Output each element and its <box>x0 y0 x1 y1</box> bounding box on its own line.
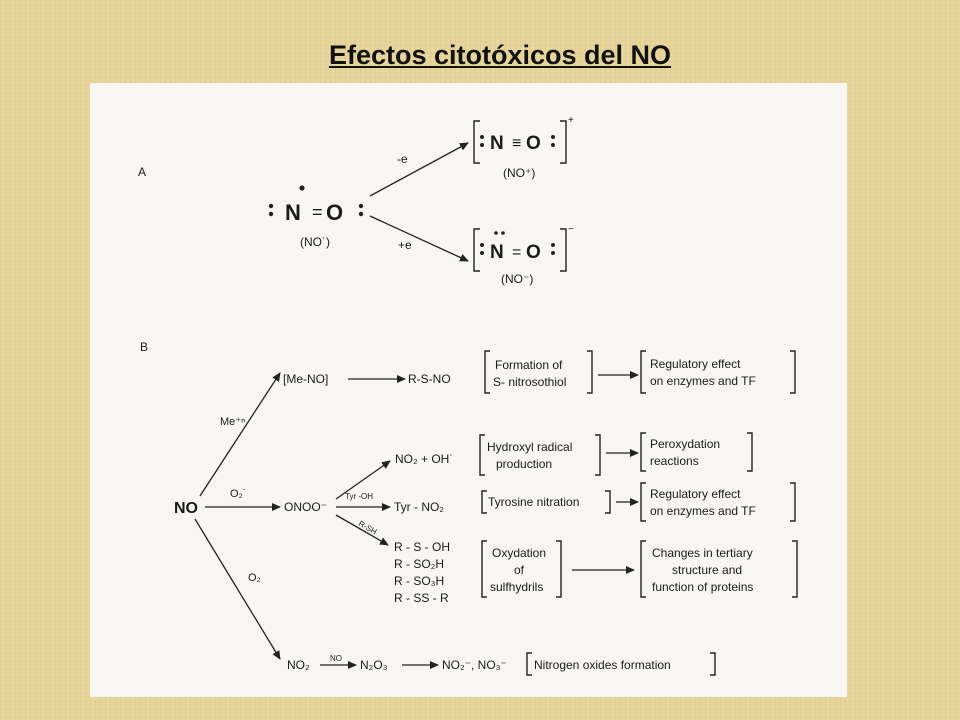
nitrotyrosine-product: Tyr - NO₂ <box>394 500 444 514</box>
lone-pair-dot <box>269 212 273 216</box>
metal-route-arrow-label: Me⁺ⁿ <box>220 416 246 428</box>
oxygen-atom: O <box>526 133 541 154</box>
bracket-right <box>747 433 752 471</box>
hydroxyl-process-box <box>480 435 600 475</box>
effect-line: Regulatory effect <box>650 357 741 371</box>
bracket-right <box>710 653 715 675</box>
bracket-right <box>790 483 795 521</box>
panel-a-label: A <box>138 165 147 179</box>
bracket-left <box>641 351 646 393</box>
bond-symbol: = <box>312 202 323 222</box>
effect-line: Changes in tertiary <box>652 546 753 560</box>
effect-line: Regulatory effect <box>650 487 741 501</box>
species-label: (NO⁻) <box>501 272 534 286</box>
bracket-left <box>485 351 490 393</box>
oxygen-atom: O <box>326 200 344 225</box>
nitrogen-atom: N <box>490 242 504 263</box>
lone-pair-dot <box>359 204 363 208</box>
nitrogen-dioxide: NO₂ <box>287 658 310 672</box>
lone-pair-dot <box>551 251 555 255</box>
process-line: sulfhydrils <box>490 580 544 594</box>
process-line: Formation of <box>495 358 563 372</box>
lone-pair-dot <box>551 143 555 147</box>
regulatory-effect-box <box>641 351 795 393</box>
oxidation-arrow <box>370 143 468 196</box>
hydroxyl-product: NO₂ + OH˙ <box>395 452 454 466</box>
oxygen-route-arrow <box>195 519 280 659</box>
nitrosonium-structure <box>474 115 574 180</box>
bond-symbol: ≡ <box>512 135 522 152</box>
bracket-left <box>527 653 532 675</box>
lone-pair-dot <box>494 231 498 235</box>
nitrosothiol-process-box <box>485 351 592 393</box>
bond-symbol: = <box>512 244 522 261</box>
thiol-product: R - S - OH <box>394 540 450 554</box>
oxidation-arrow-label: -e <box>397 152 408 166</box>
effect-line: Peroxydation <box>650 437 721 451</box>
regulatory-effect-box <box>641 483 795 521</box>
no-radical-structure <box>269 185 363 249</box>
nitrogen-oxides-box <box>527 653 715 675</box>
species-label: (NO˙) <box>300 235 330 249</box>
protein-structure-effect-box <box>641 541 797 597</box>
charge-sign: − <box>568 224 574 235</box>
superoxide-route-arrow-label: O₂˙ <box>230 488 247 500</box>
process-line: of <box>514 563 525 577</box>
bracket-right <box>595 435 600 475</box>
nitrogen-atom: N <box>490 133 504 154</box>
bracket-right <box>560 121 566 163</box>
unpaired-electron-dot <box>299 185 304 190</box>
process-line: Nitrogen oxides formation <box>534 658 671 672</box>
lone-pair-dot <box>501 231 505 235</box>
source-no: NO <box>174 500 198 517</box>
process-line: S- nitrosothiol <box>493 375 567 389</box>
process-line: Tyrosine nitration <box>488 495 580 509</box>
thiol-product: R - SO₂H <box>394 557 444 571</box>
charge-sign: + <box>568 115 574 126</box>
thiol-product: R - SO₃H <box>394 574 445 588</box>
panel-b-label: B <box>140 340 149 354</box>
species-label: (NO⁺) <box>503 166 536 180</box>
sulfhydryl-process-box <box>482 541 561 597</box>
bracket-right <box>587 351 592 393</box>
effect-line: reactions <box>650 454 699 468</box>
lone-pair-dot <box>480 243 484 247</box>
bracket-right <box>790 351 795 393</box>
peroxydation-box <box>641 433 752 471</box>
peroxynitrite: ONOO⁻ <box>284 500 328 514</box>
slide-title: Efectos citotóxicos del NO <box>328 40 672 70</box>
process-line: Hydroxyl radical <box>487 440 573 454</box>
metal-route-arrow <box>200 373 280 496</box>
tyrosine-arrow-label: Tyr -OH <box>345 492 373 501</box>
process-line: production <box>496 457 553 471</box>
thiol-product: R - SS - R <box>394 591 449 605</box>
nitroxyl-anion-structure <box>474 224 574 286</box>
bracket-left <box>641 541 646 597</box>
reduction-arrow <box>370 216 468 261</box>
lone-pair-dot <box>359 212 363 216</box>
bracket-left <box>641 433 646 471</box>
process-line: Oxydation <box>492 546 547 560</box>
effect-line: on enzymes and TF <box>650 504 756 518</box>
bracket-right <box>556 541 561 597</box>
bracket-left <box>482 541 487 597</box>
lone-pair-dot <box>480 135 484 139</box>
thiol-arrow-label: R-SH <box>357 518 379 537</box>
bracket-left <box>474 121 480 163</box>
bracket-right <box>605 491 610 513</box>
nitrite-nitrate: NO₂⁻, NO₃⁻ <box>442 658 507 672</box>
dinitrogen-trioxide: N₂O₃ <box>360 658 388 672</box>
reduction-arrow-label: +e <box>398 238 412 252</box>
bracket-left <box>480 435 485 475</box>
oxygen-atom: O <box>526 242 541 263</box>
tyrosine-process-box <box>482 491 610 513</box>
bracket-right <box>560 229 566 271</box>
bracket-left <box>641 483 646 521</box>
effect-line: on enzymes and TF <box>650 374 756 388</box>
lone-pair-dot <box>480 251 484 255</box>
metal-nitrosyl-complex: [Me-NO] <box>283 372 329 386</box>
reaction-figure <box>90 83 847 697</box>
oxygen-route-arrow-label: O₂ <box>248 572 261 584</box>
effect-line: structure and <box>672 563 743 577</box>
bracket-left <box>474 229 480 271</box>
chain-arrow-label: NO <box>330 654 342 663</box>
lone-pair-dot <box>551 135 555 139</box>
bracket-left <box>482 491 487 513</box>
lone-pair-dot <box>551 243 555 247</box>
reaction-diagram <box>90 83 847 697</box>
bracket-right <box>792 541 797 597</box>
effect-line: function of proteins <box>652 580 754 594</box>
lone-pair-dot <box>480 143 484 147</box>
lone-pair-dot <box>269 204 273 208</box>
nitrosothiol-product: R-S-NO <box>408 372 451 386</box>
nitrogen-atom: N <box>285 200 301 225</box>
